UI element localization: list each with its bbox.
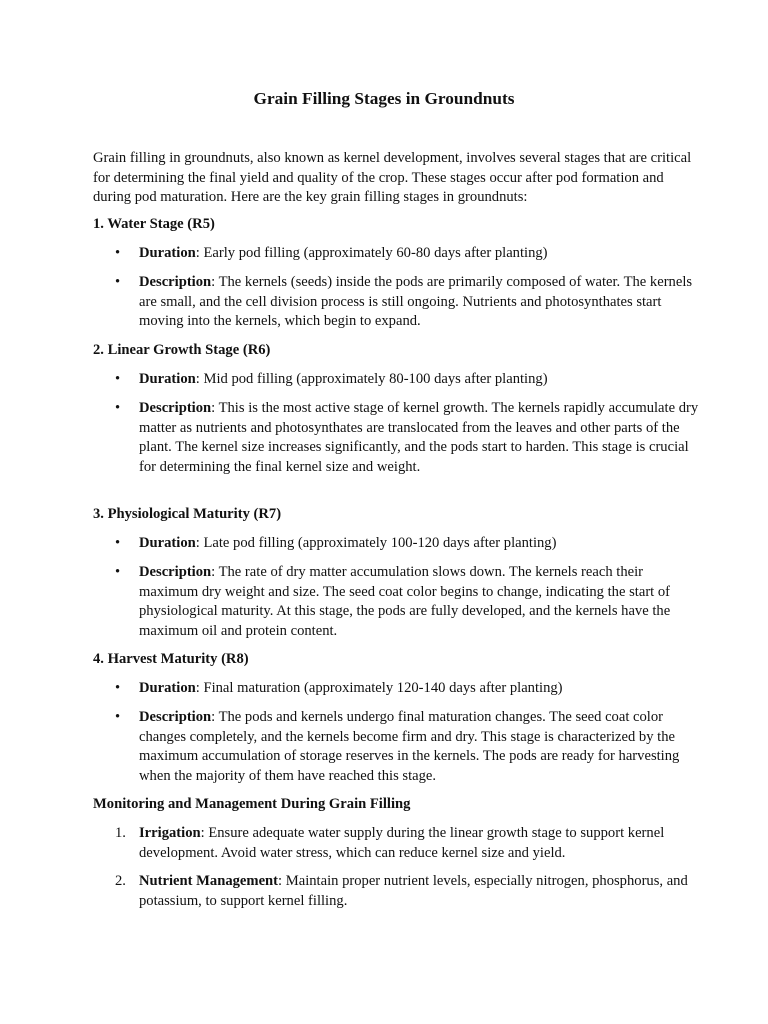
stage-r8-description bbox=[115, 708, 699, 786]
bullet-glyph: • bbox=[115, 535, 121, 551]
duration-label: Duration bbox=[139, 245, 196, 261]
duration-label: Duration bbox=[139, 371, 196, 387]
bullet-glyph: • bbox=[115, 680, 121, 696]
description-label: Description bbox=[139, 400, 212, 416]
description-text: : The pods and kernels undergo final maturation changes. The seed coat color changes completely, and the kernels become firm and dry. This stage is characterized by the maximum accumulation of storage reserves in the kernels. The pods are ready for harvesting when the majority of them have reached this stage. bbox=[139, 709, 680, 784]
description-label: Description bbox=[139, 274, 212, 290]
duration-label: Duration bbox=[139, 680, 196, 696]
management-item-text: : Ensure adequate water supply during the linear growth stage to support kernel development. Avoid water stress, which can reduce kernel size and yield. bbox=[139, 825, 665, 861]
list-number: 1. bbox=[115, 825, 126, 841]
intro-paragraph: Grain filling in groundnuts, also known as kernel development, involves several stages that are critical for determining the final yield and quality of the crop. These stages occur after pod formation and during pod maturation. Here are the key grain filling stages in groundnuts: bbox=[93, 150, 692, 205]
stage-r5-description bbox=[115, 273, 699, 332]
bullet-glyph: • bbox=[115, 245, 121, 261]
management-item-irrigation bbox=[115, 824, 699, 863]
stage-heading-r8: 4. Harvest Maturity (R8) bbox=[93, 651, 249, 667]
management-item-nutrient bbox=[115, 872, 699, 911]
bullet-glyph: • bbox=[115, 709, 121, 725]
duration-text: : Early pod filling (approximately 60-80 days after planting) bbox=[195, 245, 548, 261]
management-item-text: : Maintain proper nutrient levels, especially nitrogen, phosphorus, and potassium, to support kernel filling. bbox=[139, 873, 688, 909]
bullet-glyph: • bbox=[115, 274, 121, 290]
stage-heading-r7: 3. Physiological Maturity (R7) bbox=[93, 506, 282, 522]
bullet-glyph: • bbox=[115, 371, 121, 387]
document-title: Grain Filling Stages in Groundnuts bbox=[253, 89, 515, 108]
stage-r7-duration bbox=[115, 534, 699, 554]
description-text: : The rate of dry matter accumulation slows down. The kernels reach their maximum dry weight and size. The seed coat color begins to change, indicating the start of physiological maturity. At this stage, the pods are fully developed, and the kernels have the maximum oil and protein content. bbox=[139, 564, 671, 639]
duration-text: : Late pod filling (approximately 100-120 days after planting) bbox=[195, 535, 557, 551]
stage-heading-r6: 2. Linear Growth Stage (R6) bbox=[93, 342, 271, 358]
bullet-glyph: • bbox=[115, 400, 121, 416]
description-text: : The kernels (seeds) inside the pods are primarily composed of water. The kernels are small, and the cell division process is still ongoing. Nutrients and photosynthates start moving into the kernels, which begin to expand. bbox=[139, 274, 693, 329]
management-heading: Monitoring and Management During Grain Filling bbox=[93, 796, 411, 812]
management-item-label: Irrigation bbox=[139, 825, 201, 841]
duration-label: Duration bbox=[139, 535, 196, 551]
stage-r6-description bbox=[115, 399, 699, 477]
management-item-label: Nutrient Management bbox=[139, 873, 279, 889]
list-number: 2. bbox=[115, 873, 126, 889]
duration-text: : Final maturation (approximately 120-140 days after planting) bbox=[195, 680, 563, 696]
description-label: Description bbox=[139, 564, 212, 580]
stage-r8-duration bbox=[115, 679, 699, 699]
description-label: Description bbox=[139, 709, 212, 725]
stage-r6-duration bbox=[115, 370, 699, 390]
stage-r5-duration bbox=[115, 244, 699, 264]
bullet-glyph: • bbox=[115, 564, 121, 580]
description-text: : This is the most active stage of kernel growth. The kernels rapidly accumulate dry matter as nutrients and photosynthates are translocated from the leaves and other parts of the plant. The kernel size increases significantly, and the pods start to harden. This stage is crucial for determining the final kernel size and weight. bbox=[139, 400, 699, 475]
stage-heading-r5: 1. Water Stage (R5) bbox=[93, 216, 215, 232]
duration-text: : Mid pod filling (approximately 80-100 days after planting) bbox=[195, 371, 548, 387]
stage-r7-description bbox=[115, 563, 699, 641]
